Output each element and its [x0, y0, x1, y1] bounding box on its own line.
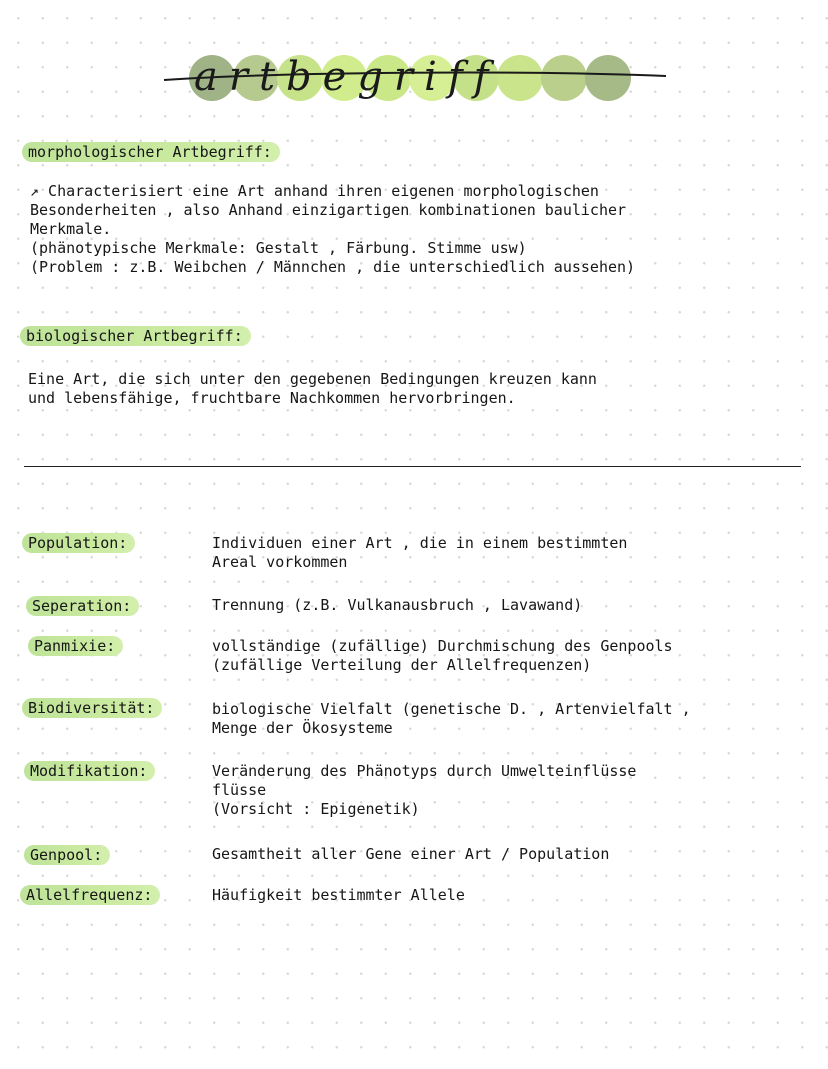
- definition-line: Areal vorkommen: [212, 553, 348, 571]
- term-panmixie: Panmixie:: [28, 636, 123, 656]
- definition-modifikation: [212, 762, 636, 819]
- title-block: [160, 46, 670, 110]
- definition-line: Veränderung des Phänotyps durch Umwelteinflüsse: [212, 762, 637, 780]
- term-seperation: Seperation:: [26, 596, 139, 616]
- term-genpool: Genpool:: [24, 845, 110, 865]
- definition-line: Individuen einer Art , die in einem bestimmten: [212, 534, 628, 552]
- text-line: Merkmale.: [30, 220, 112, 238]
- definition-line: flüsse: [212, 781, 267, 799]
- term-allelfrequenz: Allelfrequenz:: [20, 885, 160, 905]
- biological-text: [28, 370, 597, 408]
- definition-line: Gesamtheit aller Gene einer Art / Population: [212, 845, 610, 863]
- term-population: Population:: [22, 533, 135, 553]
- definition-line: Menge der Ökosysteme: [212, 719, 393, 737]
- term-biodiversitaet: Biodiversität:: [22, 698, 162, 718]
- definition-genpool: [212, 845, 609, 864]
- heading-biological: biologischer Artbegriff:: [20, 326, 251, 346]
- text-line: ↗ Characterisiert eine Art anhand ihren eigenen morphologischen: [30, 182, 599, 200]
- text-line: (Problem : z.B. Weibchen / Männchen , die unterschiedlich aussehen): [30, 258, 636, 276]
- divider-line: [24, 466, 801, 467]
- definition-biodiversitaet: [212, 700, 691, 738]
- morphological-text: [30, 182, 635, 277]
- definition-population: [212, 534, 627, 572]
- definition-line: (Vorsicht : Epigenetik): [212, 800, 420, 818]
- page-title: artbegriff: [194, 54, 500, 100]
- definition-panmixie: [212, 637, 673, 675]
- text-line: Besonderheiten , also Anhand einzigartigen kombinationen baulicher: [30, 201, 627, 219]
- definition-allelfrequenz: [212, 886, 465, 905]
- definition-line: Häufigkeit bestimmter Allele: [212, 886, 465, 904]
- text-line: Eine Art, die sich unter den gegebenen Bedingungen kreuzen kann: [28, 370, 597, 388]
- definition-line: (zufällige Verteilung der Allelfrequenzen): [212, 656, 592, 674]
- definition-line: Trennung (z.B. Vulkanausbruch , Lavawand): [212, 596, 583, 614]
- heading-morphological: morphologischer Artbegriff:: [22, 142, 280, 162]
- definition-seperation: [212, 596, 582, 615]
- text-line: (phänotypische Merkmale: Gestalt , Färbung. Stimme usw): [30, 239, 527, 257]
- definition-line: biologische Vielfalt (genetische D. , Artenvielfalt ,: [212, 700, 691, 718]
- definition-line: vollständige (zufällige) Durchmischung des Genpools: [212, 637, 673, 655]
- text-line: und lebensfähige, fruchtbare Nachkommen hervorbringen.: [28, 389, 516, 407]
- term-modifikation: Modifikation:: [24, 761, 155, 781]
